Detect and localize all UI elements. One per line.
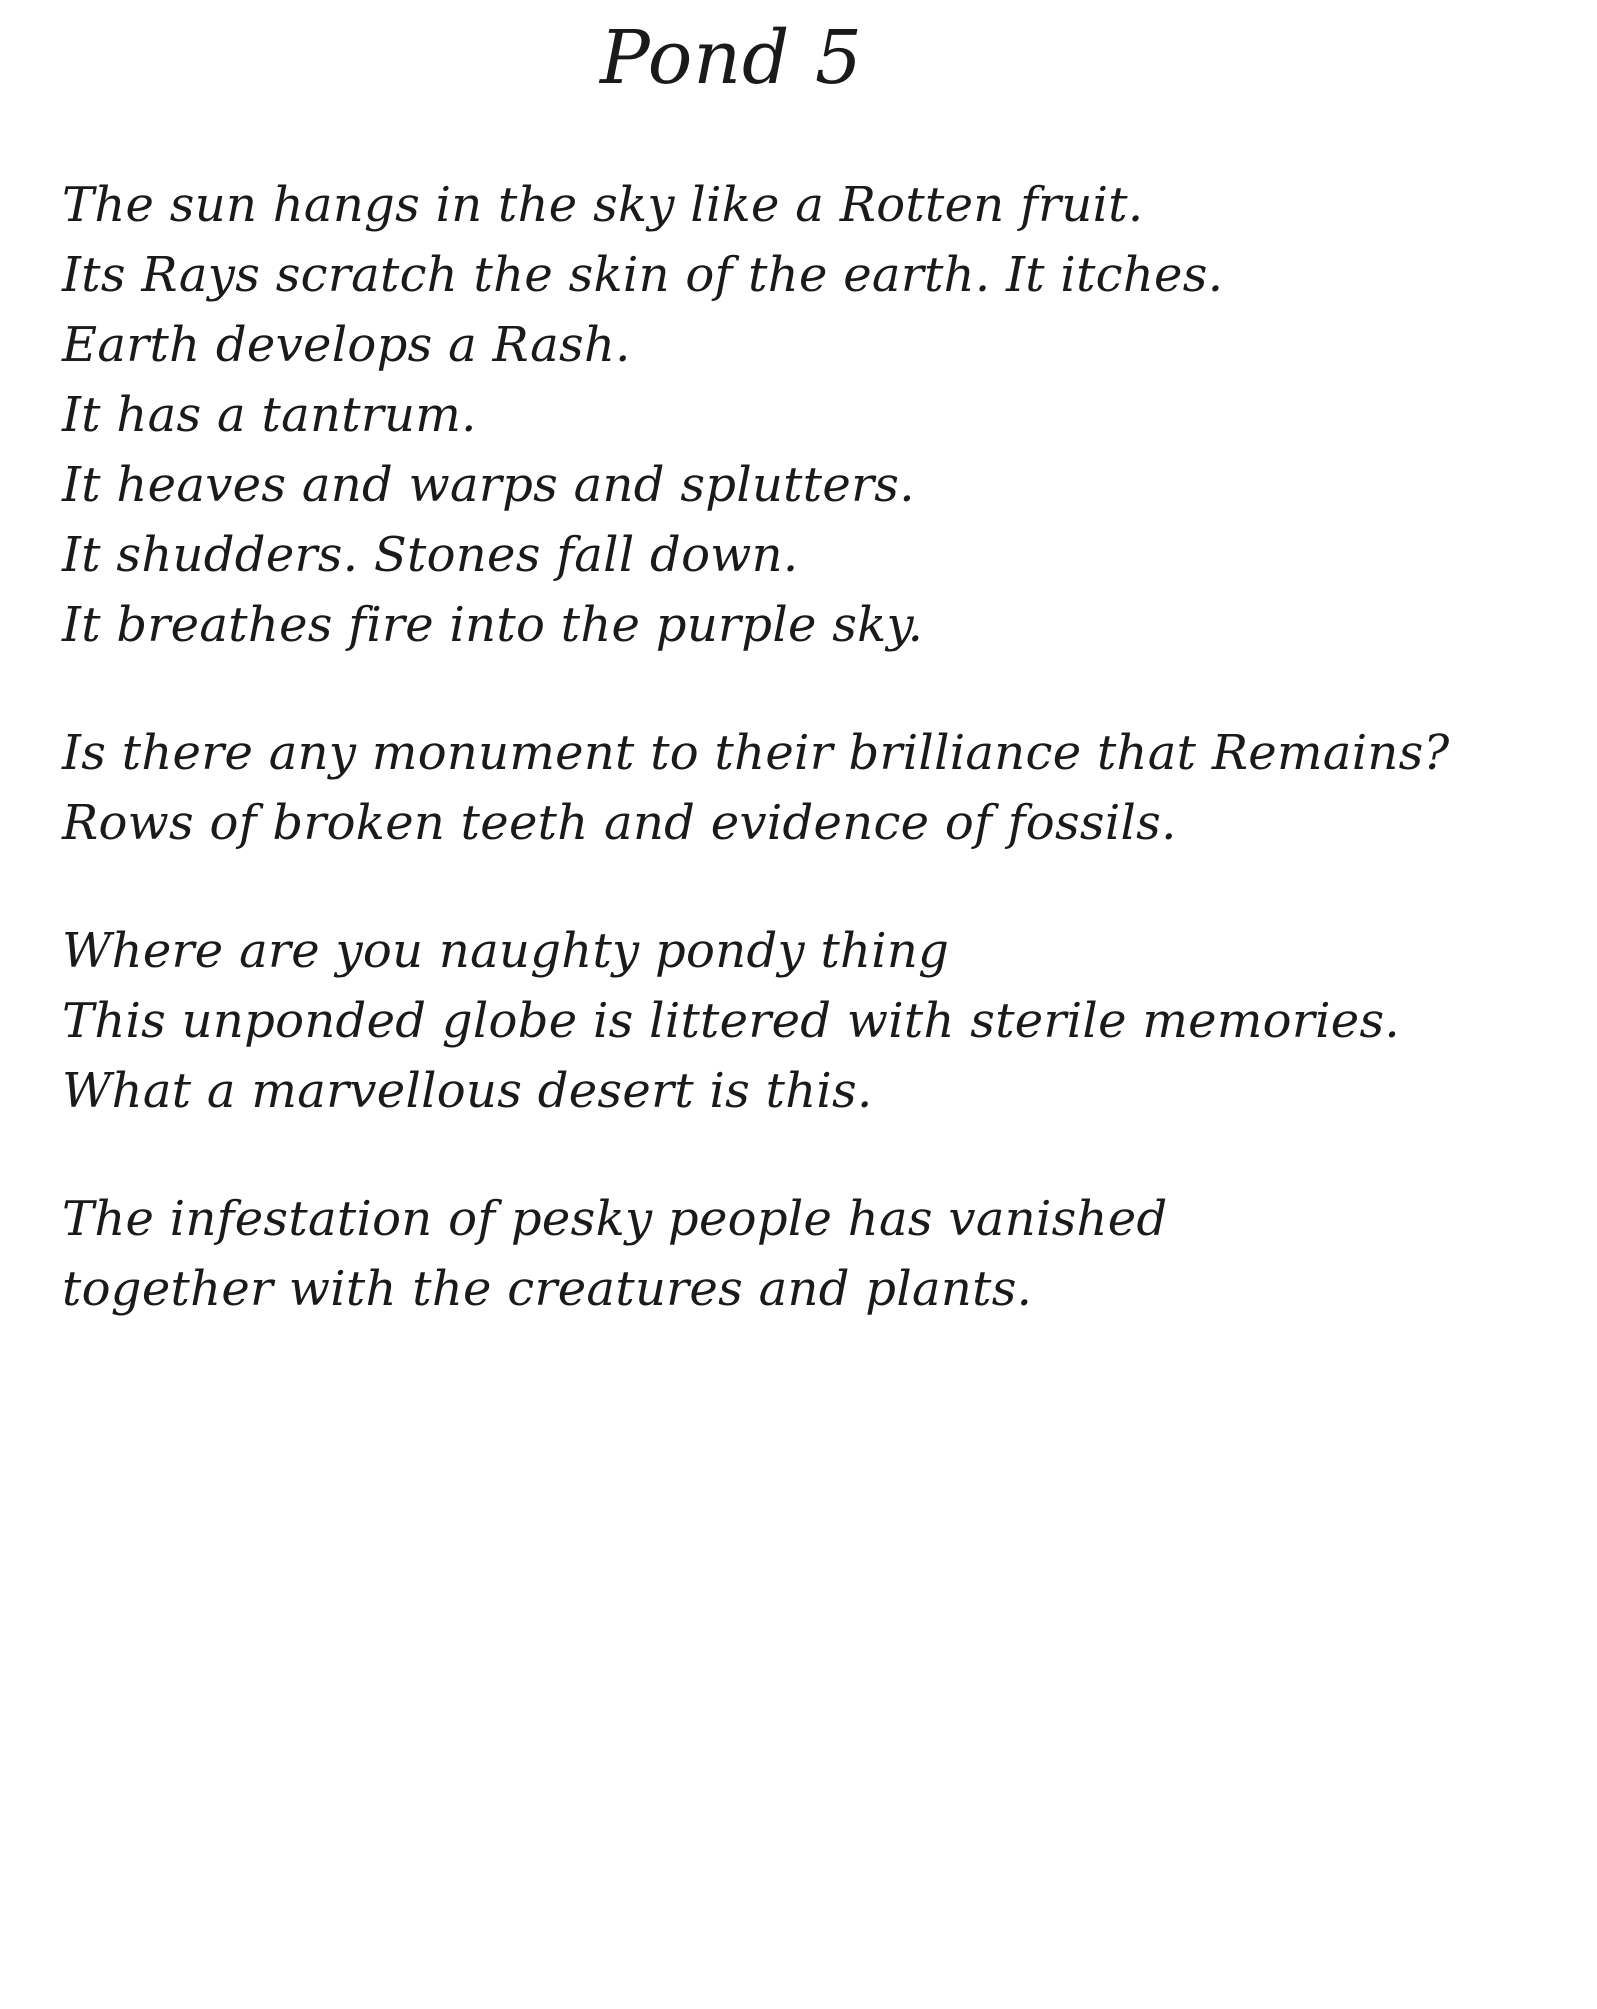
poem-line: It breathes fire into the purple sky. [62,597,924,653]
poem-line: It shudders. Stones fall down. [62,527,799,583]
stanza-1 [62,170,1562,660]
poem-line: Rows of broken teeth and evidence of fossils. [62,795,1177,851]
poem-line: Its Rays scratch the skin of the earth. It itches. [62,247,1224,303]
poem-line: It has a tantrum. [62,387,477,443]
poem-line: This unponded globe is littered with sterile memories. [62,993,1400,1049]
stanza-3 [62,916,1562,1126]
poem-line: Where are you naughty pondy thing [62,923,950,979]
poem-line: Is there any monument to their brilliance that Remains? [62,725,1450,781]
poem-line: The sun hangs in the sky like a Rotten fruit. [62,177,1144,233]
page-title: Pond 5 [600,15,863,101]
stanza-2 [62,718,1562,858]
poem-body [62,170,1562,1382]
poem-line: together with the creatures and plants. [62,1261,1033,1317]
poem-line: The infestation of pesky people has vanished [62,1191,1168,1247]
stanza-4 [62,1184,1562,1324]
poem-line: What a marvellous desert is this. [62,1063,873,1119]
poem-line: Earth develops a Rash. [62,317,631,373]
poem-line: It heaves and warps and splutters. [62,457,915,513]
